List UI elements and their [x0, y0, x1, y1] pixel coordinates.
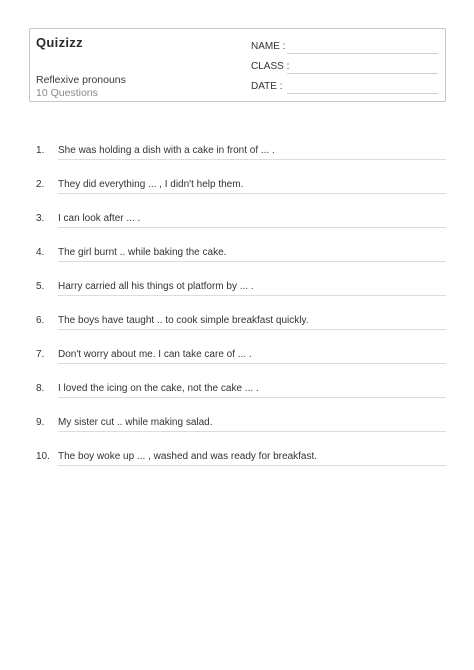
question-row — [0, 417, 474, 437]
question-text: She was holding a dish with a cake in front of ... . — [58, 145, 275, 156]
question-text: I loved the icing on the cake, not the cake ... . — [58, 383, 259, 394]
answer-line[interactable] — [58, 193, 446, 194]
answer-line[interactable] — [58, 159, 446, 160]
question-row — [0, 383, 474, 403]
class-field-line[interactable] — [287, 73, 438, 74]
question-number: 3. — [36, 213, 45, 224]
question-text: The girl burnt .. while baking the cake. — [58, 247, 227, 258]
question-row — [0, 247, 474, 267]
answer-line[interactable] — [58, 329, 446, 330]
answer-line[interactable] — [58, 465, 446, 466]
question-text: The boy woke up ... , washed and was ready for breakfast. — [58, 451, 318, 462]
answer-line[interactable] — [58, 431, 446, 432]
question-number: 9. — [36, 417, 45, 428]
answer-line[interactable] — [58, 397, 446, 398]
question-row — [0, 179, 474, 199]
question-number: 4. — [36, 247, 45, 258]
name-field-line[interactable] — [287, 53, 438, 54]
question-number: 7. — [36, 349, 45, 360]
question-number: 5. — [36, 281, 45, 292]
question-row — [0, 349, 474, 369]
question-row — [0, 281, 474, 301]
question-number: 10. — [36, 451, 50, 462]
answer-line[interactable] — [58, 227, 446, 228]
date-field-line[interactable] — [287, 93, 438, 94]
question-text: My sister cut .. while making salad. — [58, 417, 213, 428]
name-label: NAME : — [251, 41, 286, 52]
question-text: I can look after ... . — [58, 213, 141, 224]
question-number: 2. — [36, 179, 45, 190]
question-text: Harry carried all his things ot platform by ... . — [58, 281, 254, 292]
date-label: DATE : — [251, 81, 283, 92]
quizizz-logo: Quizizz — [36, 35, 83, 50]
question-number: 6. — [36, 315, 45, 326]
answer-line[interactable] — [58, 261, 446, 262]
question-number: 8. — [36, 383, 45, 394]
class-label: CLASS : — [251, 61, 290, 72]
question-text: Don't worry about me. I can take care of ... . — [58, 349, 252, 360]
answer-line[interactable] — [58, 363, 446, 364]
answer-line[interactable] — [58, 295, 446, 296]
worksheet-title: Reflexive pronouns — [36, 74, 126, 86]
question-count: 10 Questions — [36, 87, 98, 99]
question-text: They did everything ... , I didn't help them. — [58, 179, 244, 190]
question-row — [0, 451, 474, 471]
question-row — [0, 145, 474, 165]
question-number: 1. — [36, 145, 45, 156]
question-row — [0, 213, 474, 233]
question-row — [0, 315, 474, 335]
question-text: The boys have taught .. to cook simple breakfast quickly. — [58, 315, 309, 326]
